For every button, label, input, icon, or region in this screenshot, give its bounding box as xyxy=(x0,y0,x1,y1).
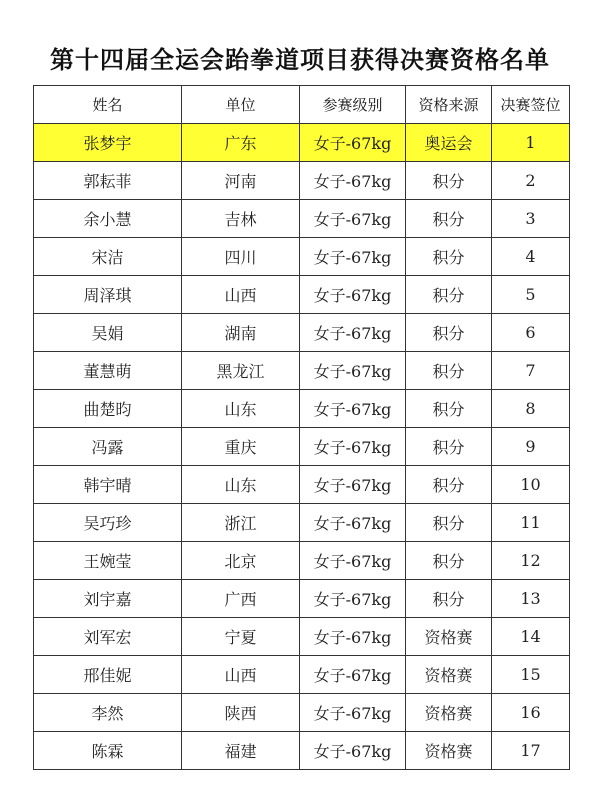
athlete-unit-cell: 湖南 xyxy=(182,314,300,352)
competition-level-cell: 女子-67kg xyxy=(300,276,406,314)
final-seed-cell: 2 xyxy=(492,162,570,200)
table-row xyxy=(34,466,570,504)
qualification-source-cell: 积分 xyxy=(406,542,492,580)
athlete-name-cell: 郭耘菲 xyxy=(34,162,182,200)
table-row xyxy=(34,732,570,770)
final-seed-cell: 14 xyxy=(492,618,570,656)
table-row xyxy=(34,390,570,428)
final-seed-cell: 8 xyxy=(492,390,570,428)
column-header-seed: 决赛签位 xyxy=(492,86,570,124)
competition-level-cell: 女子-67kg xyxy=(300,732,406,770)
final-seed-cell: 7 xyxy=(492,352,570,390)
qualification-source-cell: 积分 xyxy=(406,238,492,276)
competition-level-cell: 女子-67kg xyxy=(300,428,406,466)
table-row xyxy=(34,542,570,580)
column-header-unit: 单位 xyxy=(182,86,300,124)
athlete-unit-cell: 广西 xyxy=(182,580,300,618)
competition-level-cell: 女子-67kg xyxy=(300,504,406,542)
table-row xyxy=(34,162,570,200)
athlete-name-cell: 张梦宇 xyxy=(34,124,182,162)
table-row xyxy=(34,694,570,732)
athlete-name-cell: 董慧萌 xyxy=(34,352,182,390)
table-row xyxy=(34,314,570,352)
qualification-source-cell: 积分 xyxy=(406,504,492,542)
table-row xyxy=(34,428,570,466)
table-row xyxy=(34,352,570,390)
column-header-level: 参赛级别 xyxy=(300,86,406,124)
athlete-name-cell: 宋洁 xyxy=(34,238,182,276)
competition-level-cell: 女子-67kg xyxy=(300,162,406,200)
competition-level-cell: 女子-67kg xyxy=(300,314,406,352)
athlete-unit-cell: 重庆 xyxy=(182,428,300,466)
athlete-unit-cell: 黑龙江 xyxy=(182,352,300,390)
column-header-name: 姓名 xyxy=(34,86,182,124)
qualification-source-cell: 积分 xyxy=(406,200,492,238)
qualification-source-cell: 奥运会 xyxy=(406,124,492,162)
final-seed-cell: 4 xyxy=(492,238,570,276)
final-seed-cell: 15 xyxy=(492,656,570,694)
competition-level-cell: 女子-67kg xyxy=(300,200,406,238)
final-seed-cell: 16 xyxy=(492,694,570,732)
competition-level-cell: 女子-67kg xyxy=(300,580,406,618)
table-row xyxy=(34,200,570,238)
table-row xyxy=(34,504,570,542)
final-seed-cell: 3 xyxy=(492,200,570,238)
athlete-unit-cell: 北京 xyxy=(182,542,300,580)
athlete-name-cell: 吴巧珍 xyxy=(34,504,182,542)
athlete-name-cell: 刘军宏 xyxy=(34,618,182,656)
qualification-source-cell: 资格赛 xyxy=(406,694,492,732)
qualification-source-cell: 积分 xyxy=(406,162,492,200)
athlete-unit-cell: 山西 xyxy=(182,276,300,314)
table-row xyxy=(34,618,570,656)
athlete-unit-cell: 山东 xyxy=(182,390,300,428)
table-row xyxy=(34,276,570,314)
competition-level-cell: 女子-67kg xyxy=(300,124,406,162)
qualification-source-cell: 积分 xyxy=(406,390,492,428)
athlete-name-cell: 韩宇晴 xyxy=(34,466,182,504)
athlete-unit-cell: 陕西 xyxy=(182,694,300,732)
qualification-source-cell: 积分 xyxy=(406,352,492,390)
qualification-source-cell: 积分 xyxy=(406,580,492,618)
qualification-source-cell: 积分 xyxy=(406,428,492,466)
athlete-unit-cell: 浙江 xyxy=(182,504,300,542)
competition-level-cell: 女子-67kg xyxy=(300,390,406,428)
table-row xyxy=(34,656,570,694)
final-seed-cell: 12 xyxy=(492,542,570,580)
competition-level-cell: 女子-67kg xyxy=(300,618,406,656)
competition-level-cell: 女子-67kg xyxy=(300,352,406,390)
athlete-name-cell: 吴娟 xyxy=(34,314,182,352)
table-header-row xyxy=(34,86,570,124)
qualification-source-cell: 资格赛 xyxy=(406,732,492,770)
final-seed-cell: 10 xyxy=(492,466,570,504)
qualification-source-cell: 资格赛 xyxy=(406,656,492,694)
athlete-unit-cell: 吉林 xyxy=(182,200,300,238)
competition-level-cell: 女子-67kg xyxy=(300,238,406,276)
final-seed-cell: 9 xyxy=(492,428,570,466)
athlete-unit-cell: 山西 xyxy=(182,656,300,694)
final-seed-cell: 5 xyxy=(492,276,570,314)
final-seed-cell: 13 xyxy=(492,580,570,618)
competition-level-cell: 女子-67kg xyxy=(300,466,406,504)
athlete-unit-cell: 山东 xyxy=(182,466,300,504)
competition-level-cell: 女子-67kg xyxy=(300,656,406,694)
athlete-name-cell: 李然 xyxy=(34,694,182,732)
table-row xyxy=(34,238,570,276)
athlete-unit-cell: 福建 xyxy=(182,732,300,770)
athlete-name-cell: 冯露 xyxy=(34,428,182,466)
competition-level-cell: 女子-67kg xyxy=(300,694,406,732)
column-header-source: 资格来源 xyxy=(406,86,492,124)
table-row xyxy=(34,124,570,162)
athlete-name-cell: 王婉莹 xyxy=(34,542,182,580)
athlete-name-cell: 曲楚昀 xyxy=(34,390,182,428)
competition-level-cell: 女子-67kg xyxy=(300,542,406,580)
athlete-name-cell: 周泽琪 xyxy=(34,276,182,314)
athlete-unit-cell: 四川 xyxy=(182,238,300,276)
athlete-name-cell: 刘宇嘉 xyxy=(34,580,182,618)
athlete-name-cell: 邢佳妮 xyxy=(34,656,182,694)
final-seed-cell: 6 xyxy=(492,314,570,352)
qualification-source-cell: 资格赛 xyxy=(406,618,492,656)
document-title: 第十四届全运会跆拳道项目获得决赛资格名单 xyxy=(50,46,550,74)
athlete-unit-cell: 河南 xyxy=(182,162,300,200)
final-seed-cell: 1 xyxy=(492,124,570,162)
athlete-unit-cell: 广东 xyxy=(182,124,300,162)
final-seed-cell: 11 xyxy=(492,504,570,542)
qualification-source-cell: 积分 xyxy=(406,466,492,504)
athlete-name-cell: 余小慧 xyxy=(34,200,182,238)
finalist-table xyxy=(33,85,570,770)
table-row xyxy=(34,580,570,618)
final-seed-cell: 17 xyxy=(492,732,570,770)
athlete-unit-cell: 宁夏 xyxy=(182,618,300,656)
qualification-source-cell: 积分 xyxy=(406,314,492,352)
qualification-source-cell: 积分 xyxy=(406,276,492,314)
athlete-name-cell: 陈霖 xyxy=(34,732,182,770)
